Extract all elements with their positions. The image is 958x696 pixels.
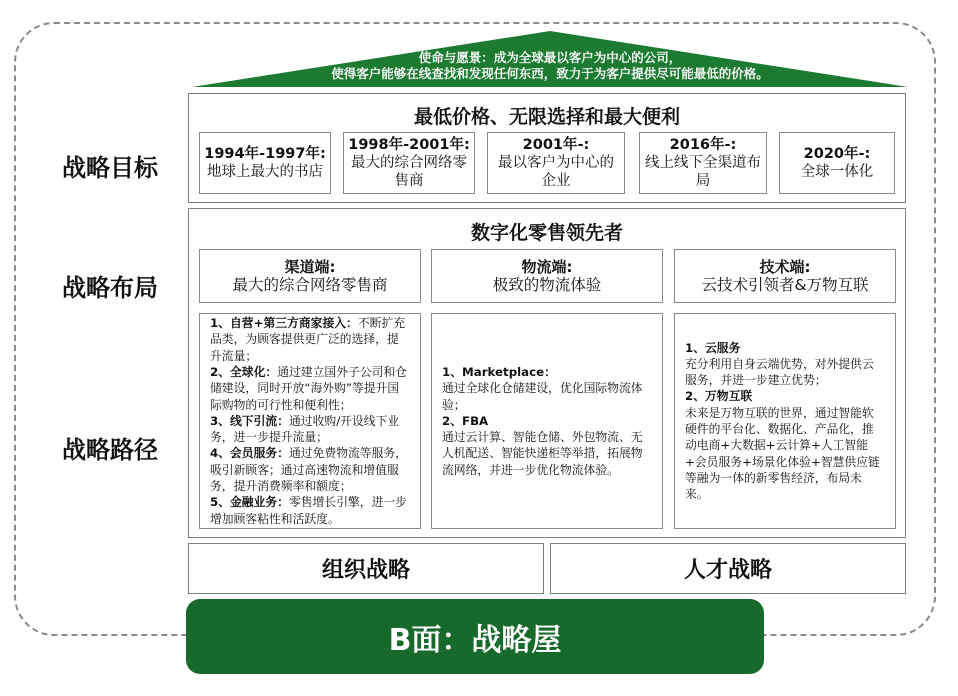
- path-item-head: 1、云服务: [685, 340, 741, 355]
- goal-stage-desc: 地球上最大的书店: [207, 164, 323, 180]
- path-item-text: 通过建立国外子公司和仓储建设，同时开放“海外购”等提升国际购物的可行性和便利性；: [210, 364, 407, 412]
- path-item-text: 零售增长引擎，进一步增加顾客粘性和活跃度。: [210, 495, 407, 526]
- path-item: [210, 445, 410, 494]
- strategy-house-banner: B面：战略屋: [186, 599, 764, 674]
- goal-stage-period: 2001年-:: [522, 137, 590, 153]
- path-channel: [199, 313, 421, 529]
- row-label-goals: 战略目标: [62, 154, 158, 182]
- goal-stage-period: 1998年-2001年:: [348, 137, 470, 153]
- goal-stage: [779, 132, 895, 194]
- path-item: [442, 413, 652, 478]
- path-item-head: 1、自营+第三方商家接入：: [210, 316, 358, 331]
- goal-stage-desc: 最大的综合网络零售商: [351, 155, 467, 189]
- path-item: [210, 364, 410, 413]
- goals-title: 最低价格、无限选择和最大便利: [413, 106, 680, 128]
- talent-strategy: 人才战略: [550, 543, 906, 594]
- path-item-head: 1、Marketplace：: [442, 364, 556, 379]
- path-item-text: 通过免费物流等服务，吸引新顾客；通过高速物流和增值服务，提升消费频率和额度；: [210, 446, 407, 494]
- pillar-channel: [199, 249, 421, 303]
- goals-panel: [188, 93, 906, 203]
- path-logistics: [431, 313, 663, 529]
- path-item-head: 3、线下引流：: [210, 413, 289, 428]
- path-item: [210, 494, 410, 527]
- path-item-head: 2、万物互联: [685, 389, 753, 404]
- path-item-text: 通过收购/开设线下业务，进一步提升流量；: [210, 413, 400, 445]
- goal-stage: [199, 132, 331, 194]
- row-label-path: 战略路径: [62, 436, 158, 464]
- pillar-desc: 极致的物流体验: [492, 276, 602, 294]
- org-strategy: 组织战略: [188, 543, 544, 594]
- path-item-text: 通过云计算、智能仓储、外包物流、无人机配送、智能快递柜等举措，拓展物流网络，并进一步优化物流体验。: [442, 430, 643, 477]
- layout-title: 数字化零售领先者: [470, 222, 623, 244]
- mission-roof: [192, 31, 908, 87]
- path-item-head: 5、金融业务：: [210, 495, 289, 510]
- pillar-name: 技术端:: [759, 258, 811, 276]
- pillar-name: 物流端:: [521, 258, 573, 276]
- path-item-head: 2、全球化：: [210, 364, 278, 379]
- path-item: [442, 364, 652, 413]
- path-item: [210, 413, 410, 446]
- pillar-tech: [674, 249, 896, 303]
- path-tech: [674, 313, 896, 529]
- path-item-head: 2、FBA: [442, 413, 489, 428]
- path-item-text: 通过全球化仓储建设，优化国际物流体验；: [442, 381, 643, 412]
- goal-stage-period: 2020年-:: [803, 146, 871, 162]
- pillar-name: 渠道端:: [284, 258, 336, 276]
- path-item-text: 未来是万物互联的世界，通过智能软硬件的平台化、数据化、产品化，推动电商+大数据+云计算+人工智能+会员服务+场景化体验+智慧供应链等融为一体的新零售经济，布局未来。: [685, 405, 880, 502]
- goal-stage-desc: 全球一体化: [800, 164, 874, 180]
- goal-stage-desc: 最以客户为中心的企业: [498, 155, 614, 189]
- path-item-text: 不断扩充品类，为顾客提供更广泛的选择，提升流量；: [210, 316, 406, 363]
- path-item: [685, 340, 885, 389]
- mission-text: [192, 50, 908, 82]
- row-label-layout: 战略布局: [62, 274, 158, 302]
- mission-line-1: 使命与愿景：成为全球最以客户为中心的公司，: [418, 50, 682, 65]
- pillar-logistics: [431, 249, 663, 303]
- path-item-head: 4、会员服务：: [210, 446, 289, 461]
- goal-stage: [487, 132, 625, 194]
- mission-line-2: 使得客户能够在线查找和发现任何东西，致力于为客户提供尽可能最低的价格。: [331, 66, 769, 81]
- pillar-desc: 最大的综合网络零售商: [232, 276, 388, 294]
- goal-stage-desc: 线上线下全渠道布局: [645, 155, 761, 189]
- path-item: [210, 315, 410, 364]
- layout-panel: [188, 208, 906, 538]
- path-item: [685, 388, 885, 502]
- goal-stage-period: 1994年-1997年:: [204, 146, 326, 162]
- path-item-text: 充分利用自身云端优势，对外提供云服务，并进一步建立优势；: [685, 356, 874, 388]
- pillar-desc: 云技术引领者&万物互联: [701, 276, 869, 294]
- goal-stage: [343, 132, 475, 194]
- goal-stage-period: 2016年-:: [669, 137, 737, 153]
- goal-stage: [639, 132, 767, 194]
